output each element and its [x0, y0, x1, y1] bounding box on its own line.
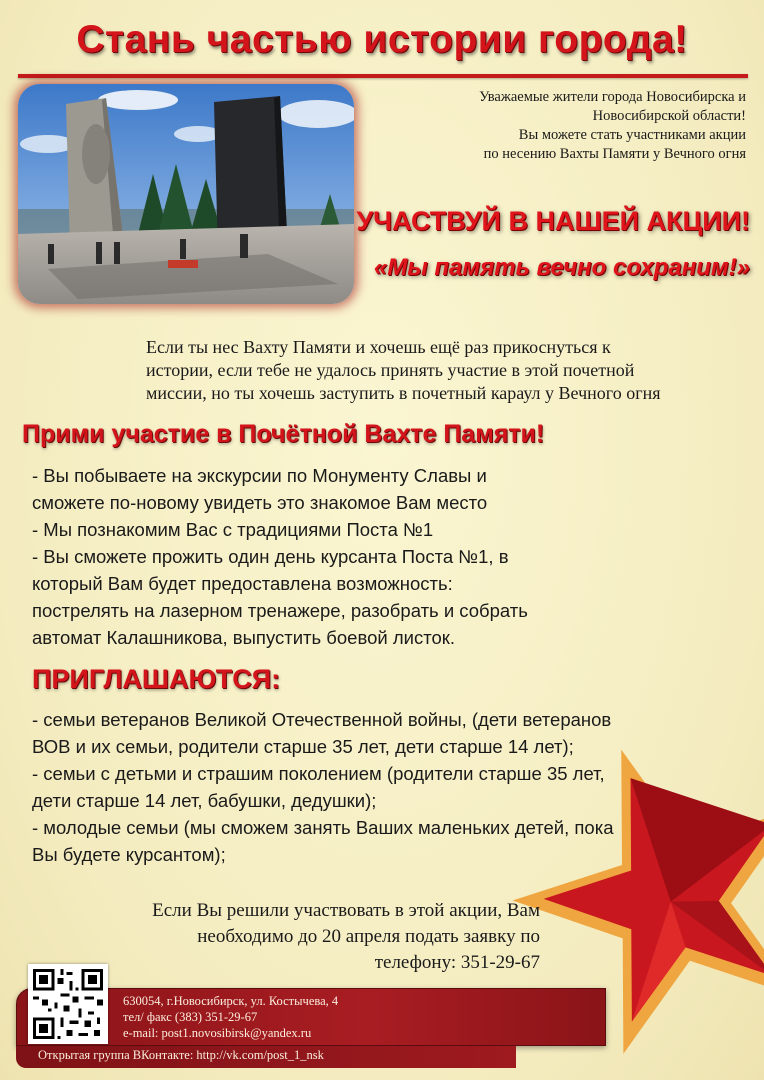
cta-line: телефону: 351-29-67 [374, 952, 540, 973]
phone: тел/ факс (383) 351-29-67 [123, 1010, 258, 1024]
invitation-paragraph [146, 336, 754, 405]
paragraph-line: Если ты нес Вахту Памяти и хочешь ещё раз прикоснуться к [146, 337, 611, 357]
intro-line: по несению Вахты Памяти у Вечного огня [483, 146, 746, 162]
intro-text [366, 88, 746, 164]
address: 630054, г.Новосибирск, ул. Костычева, 4 [123, 994, 339, 1008]
benefit-line: пострелять на лазерном тренажере, разобрать и собрать [32, 600, 528, 621]
benefit-line: - Вы сможете прожить один день курсанта Поста №1, в [32, 546, 509, 567]
participate-heading: Прими участие в Почётной Вахте Памяти! [22, 420, 545, 448]
call-to-action [40, 898, 540, 976]
slogan-sub: «Мы память вечно сохраним!» [373, 254, 750, 281]
benefit-line: который Вам будет предоставлена возможность: [32, 573, 453, 594]
benefit-line: автомат Калашникова, выпустить боевой листок. [32, 627, 456, 648]
paragraph-line: миссии, но ты хочешь заступить в почетный караул у Вечного огня [146, 383, 661, 403]
invited-list [32, 706, 712, 868]
benefits-list [32, 462, 632, 651]
intro-line: Уважаемые жители города Новосибирска и [479, 89, 746, 105]
invited-line: - семьи с детьми и страшим поколением (родители старше 35 лет, [32, 763, 605, 784]
qr-code-icon [28, 964, 108, 1044]
intro-line: Новосибирской области! [592, 108, 746, 124]
invited-line: Вы будете курсантом); [32, 844, 226, 865]
slogan-main: УЧАСТВУЙ В НАШЕЙ АКЦИИ! [356, 206, 750, 236]
intro-line: Вы можете стать участниками акции [518, 127, 746, 143]
benefit-line: - Мы познакомим Вас с традициями Поста №1 [32, 519, 434, 540]
benefit-line: сможете по-новому увидеть это знакомое Вам место [32, 492, 488, 513]
invited-line: дети старше 14 лет, бабушки, дедушки); [32, 790, 377, 811]
invited-line: - молодые семьи (мы сможем занять Ваших маленьких детей, пока [32, 817, 614, 838]
paragraph-line: истории, если тебе не удалось принять участие в этой почетной [146, 360, 635, 380]
vk-link[interactable]: Открытая группа ВКонтакте: http://vk.com/post_1_nsk [38, 1048, 324, 1062]
invited-line: - семьи ветеранов Великой Отечественной войны, (дети ветеранов [32, 709, 612, 730]
invited-line: ВОВ и их семьи, родители старше 35 лет, дети старше 14 лет); [32, 736, 574, 757]
cta-line: Если Вы решили участвовать в этой акции, Вам [152, 900, 540, 921]
page-title: Стань частью истории города! [76, 18, 688, 61]
email-link[interactable]: e-mail: post1.novosibirsk@yandex.ru [123, 1026, 312, 1040]
title-divider [18, 74, 748, 78]
invited-heading: ПРИГЛАШАЮТСЯ: [32, 664, 281, 694]
benefit-line: - Вы побываете на экскурсии по Монументу Славы и [32, 465, 487, 486]
cta-line: необходимо до 20 апреля подать заявку по [197, 926, 540, 947]
